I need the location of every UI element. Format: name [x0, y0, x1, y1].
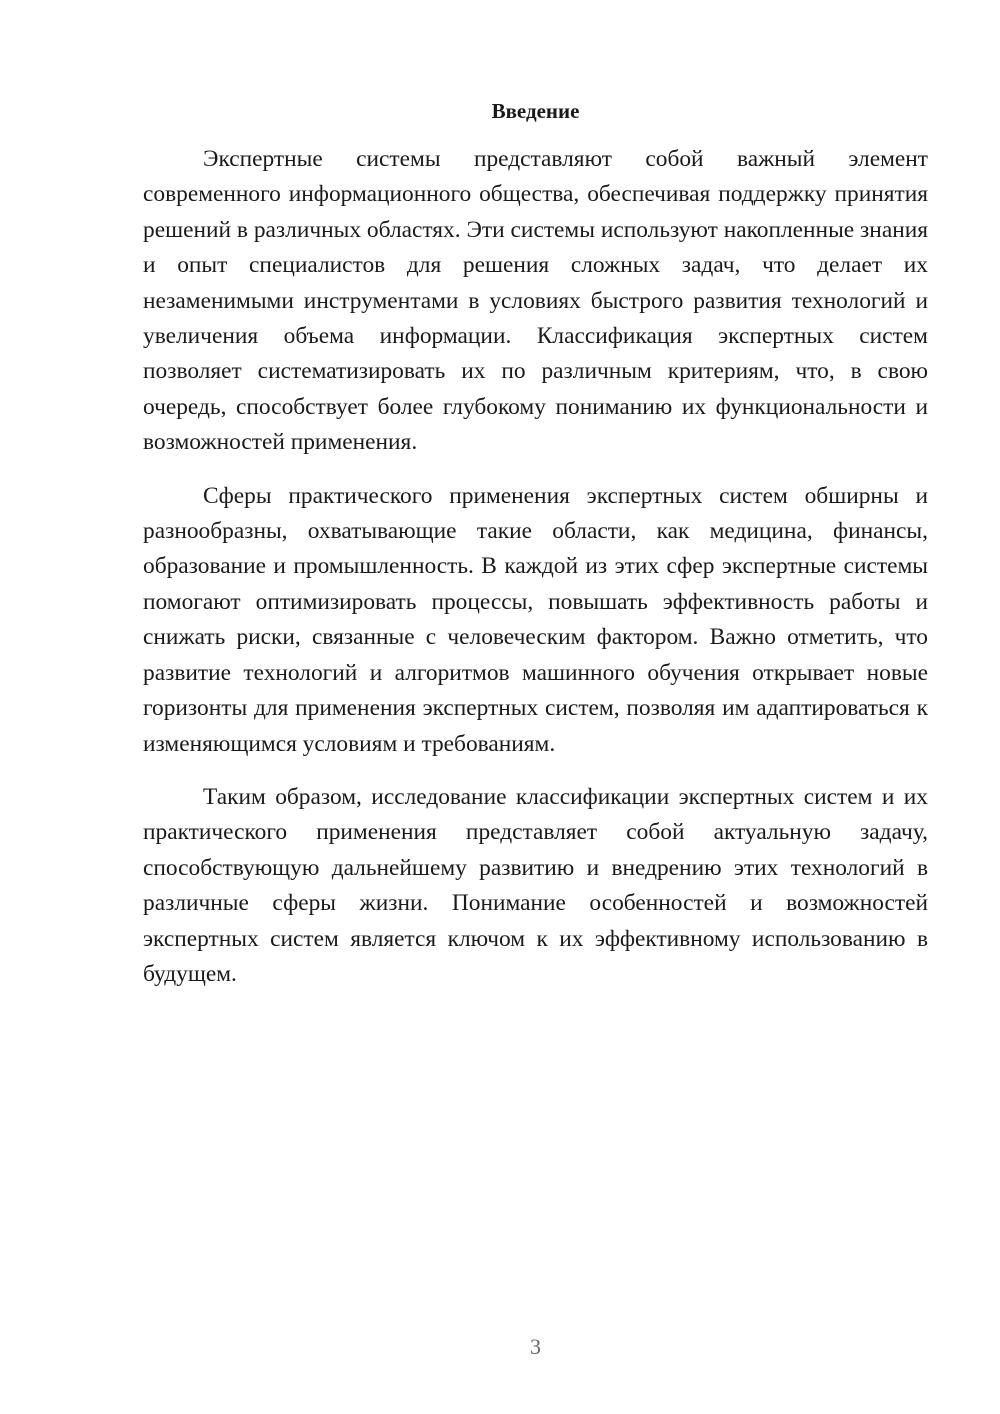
page-number: 3: [530, 1334, 541, 1359]
paragraph-3: Таким образом, исследование классификации экспертных систем и их практического применения представляет собой актуальную задачу, способствующую дальнейшему развитию и внедрению этих технологий в различные сферы жизни. Понимание особенностей и возможностей экспертных систем является ключом к их эффективному использованию в будущем.: [143, 783, 928, 987]
section-heading: Введение: [491, 99, 580, 123]
paragraph-1: Экспертные системы представляют собой важный элемент современного информационного общества, обеспечивая поддержку принятия решений в различных областях. Эти системы используют накопленные знания и опыт специалистов для решения сложных задач, что делает их незаменимыми инструментами в условиях быстрого развития технологий и увеличения объема информации. Классификация экспертных систем позволяет систематизировать их по различным критериям, что, в свою очередь, способствует более глубокому пониманию их функциональности и возможностей применения.: [143, 146, 928, 456]
paragraph-2: Сферы практического применения экспертных систем обширны и разнообразны, охватывающие такие области, как медицина, финансы, образование и промышленность. В каждой из этих сфер экспертные системы помогают оптимизировать процессы, повышать эффективность работы и снижать риски, связанные с человеческим фактором. Важно отметить, что развитие технологий и алгоритмов машинного обучения открывает новые горизонты для применения экспертных систем, позволяя им адаптироваться к изменяющимся условиям и требованиям.: [143, 482, 928, 757]
body-text: [143, 142, 928, 1010]
